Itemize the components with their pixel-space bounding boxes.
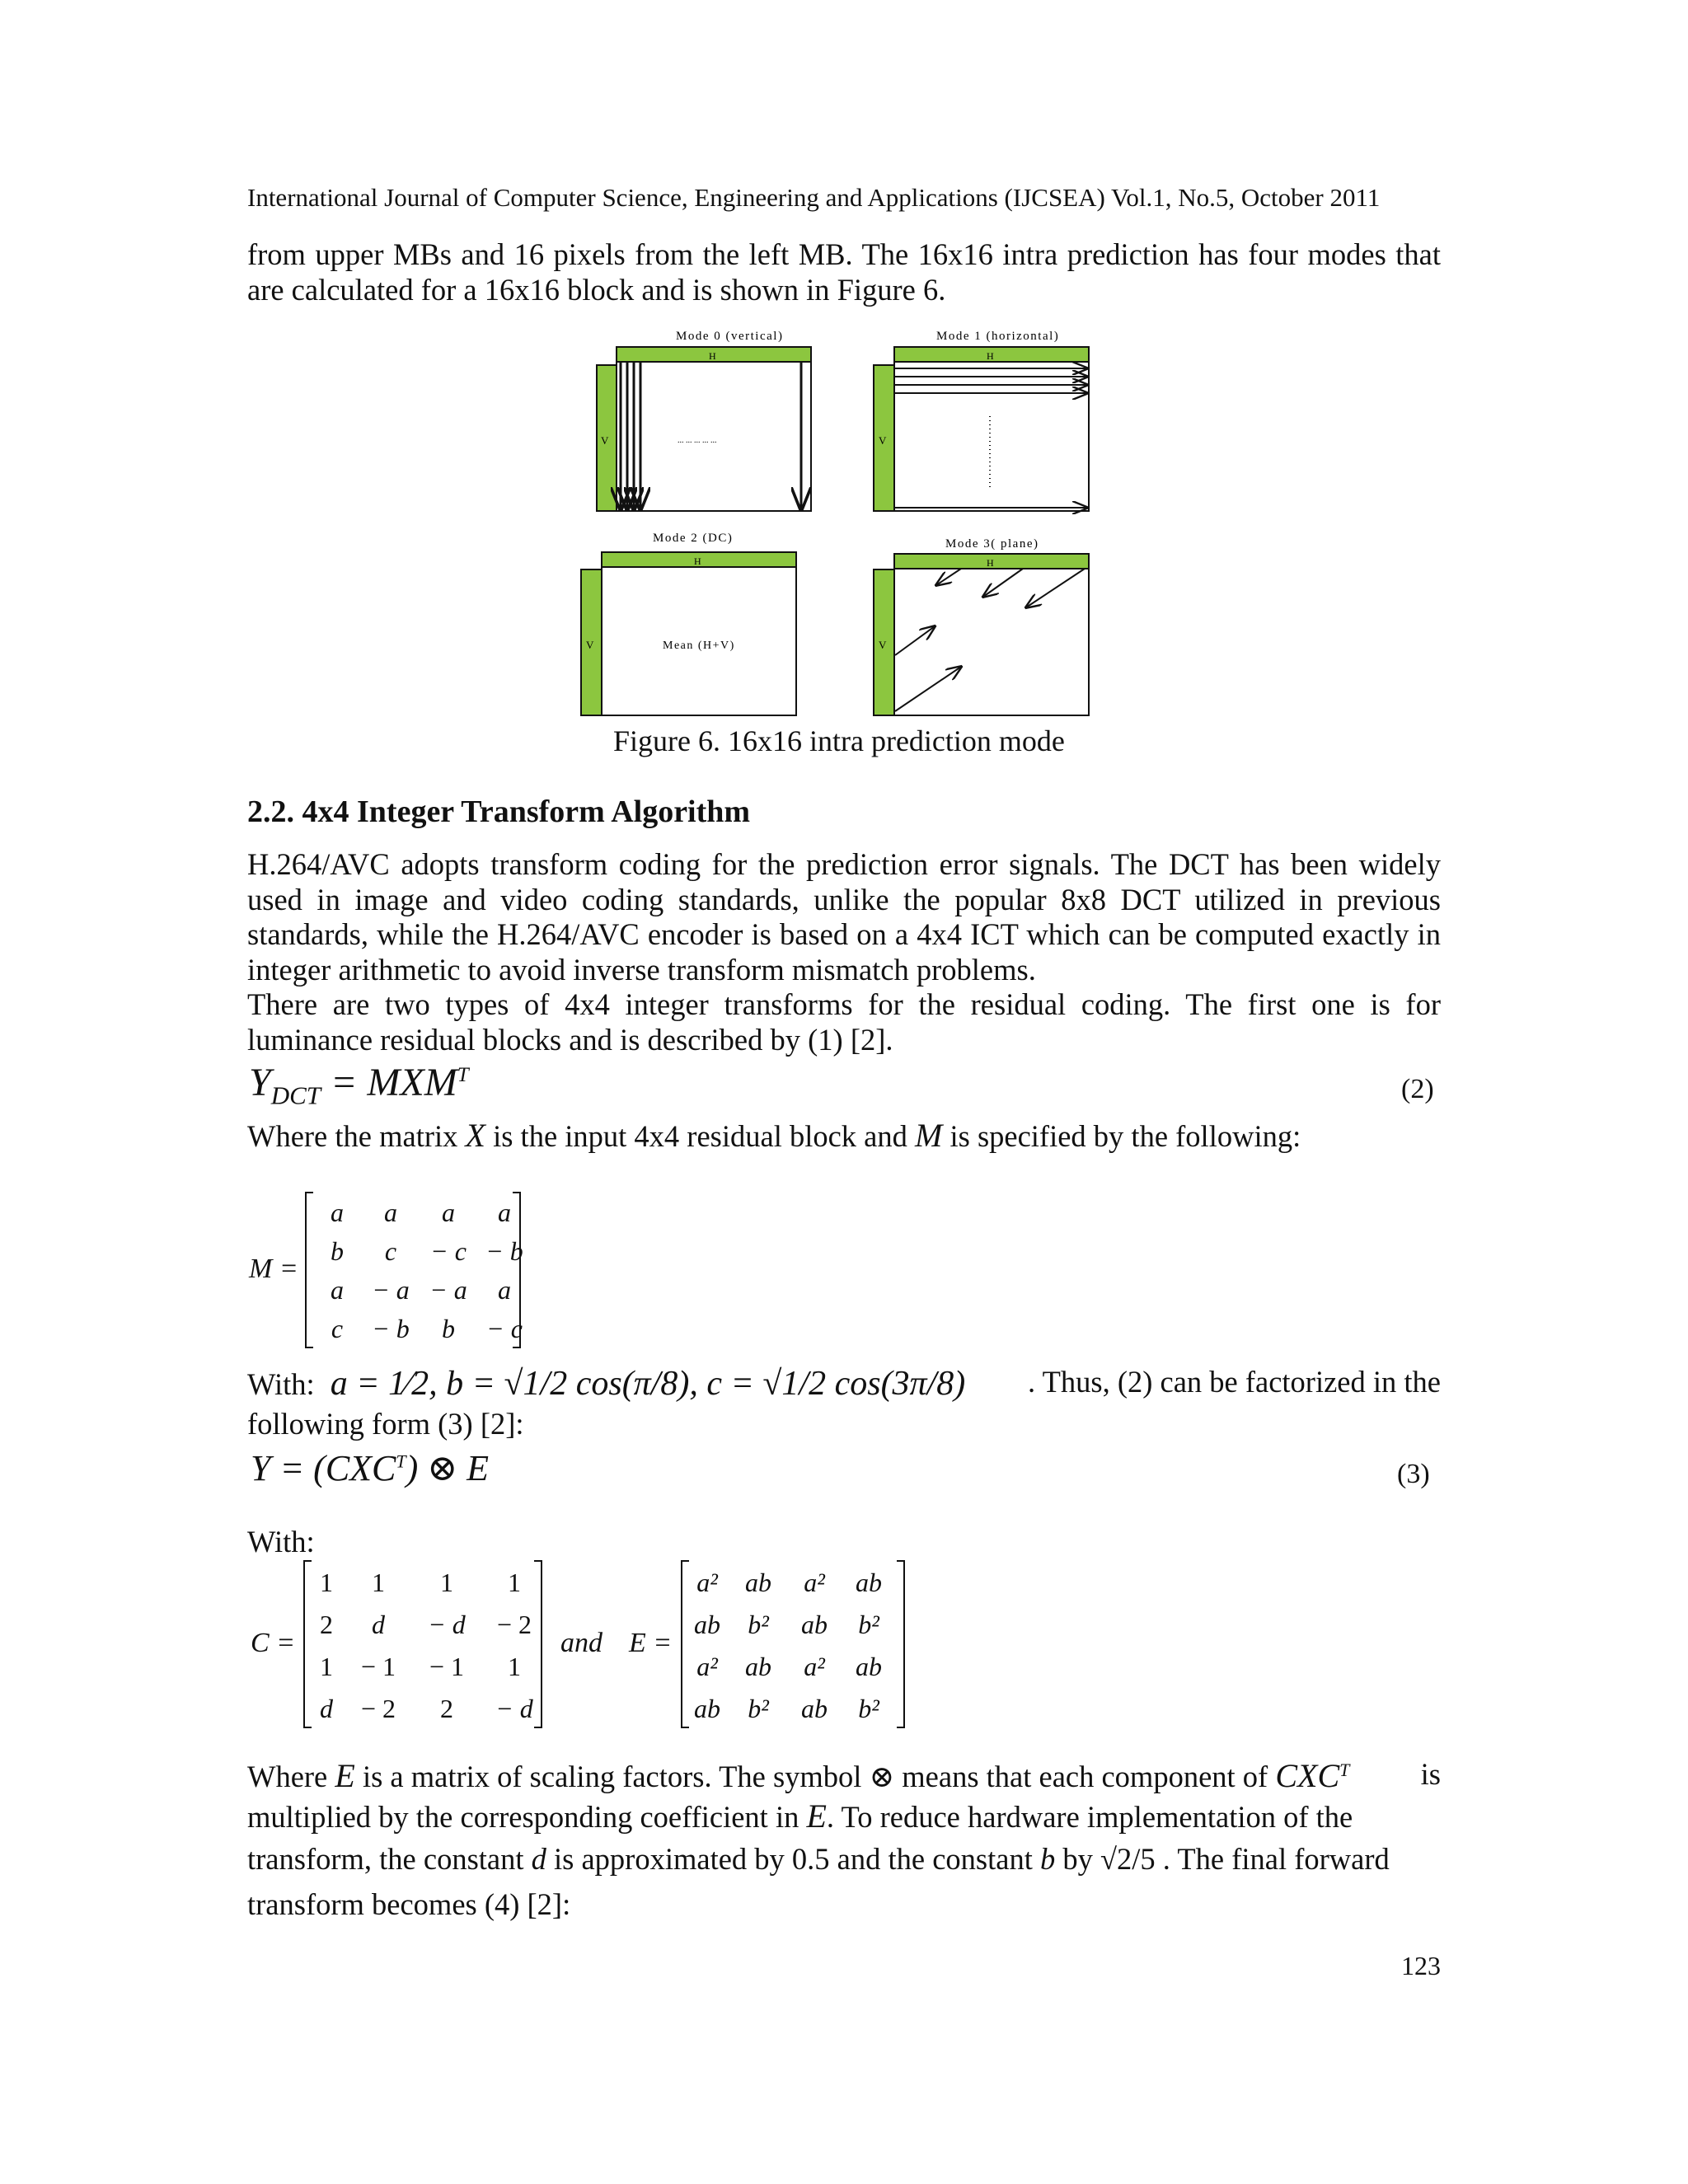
matrix-m-label: M = [249,1254,298,1284]
intro-paragraph: from upper MBs and 16 pixels from the left MB. The 16x16 intra prediction has four modes that are calculated for a 16x16 block and is shown in Figure 6. [247,237,1441,307]
mode2-center-label: Mean (H+V) [663,640,735,652]
mode2-title: Mode 2 (DC) [653,532,734,545]
mode3-title: Mode 3( plane) [945,537,1039,551]
matrix-description: Where the matrix X is the input 4x4 residual block and M is specified by the following: [247,1117,1301,1154]
with-constants-line: With: a = 1⁄2, b = √1/2 cos(π/8), c = √1/2 cos(3π/8) . Thus, (2) can be factorized in the [247,1365,1441,1403]
equation-3-number: (3) [1397,1459,1430,1489]
mode2-h-label: H [694,555,701,567]
page-number: 123 [1401,1951,1441,1980]
mode1-v-label: V [879,434,887,447]
mode0-h-label: H [709,350,716,362]
matrix-m: a a a a b c − c − b a − a − a a c − b b − c [331,1197,523,1343]
matrix-e: a² ab a² ab ab b² ab b² a² ab a² ab ab b² ab b² [694,1568,882,1723]
mode0-title: Mode 0 (vertical) [676,330,784,343]
section-heading: 2.2. 4x4 Integer Transform Algorithm [247,794,751,829]
equation-2-number: (2) [1401,1074,1434,1104]
mode0-dots: ... ... ... ... ... [678,436,717,445]
figure-caption: Figure 6. 16x16 intra prediction mode [613,724,1065,757]
mode2-v-label: V [586,639,594,651]
mode3-h-label: H [987,557,994,569]
body-paragraph-1: H.264/AVC adopts transform coding for the prediction error signals. The DCT has been widely used in image and video coding standards, unlike the popular 8x8 DCT utilized in previous standards, while the H.264/AVC encoder is based on a 4x4 ICT which can be computed exactly in integer arithmetic to avoid inverse transform mismatch problems. [247,847,1441,987]
mode3-v-label: V [879,639,887,651]
final-paragraph-line-4: transform becomes (4) [2]: [247,1887,571,1921]
equation-3: $Y = (CXC^T)$ ⊗ E [251,1448,490,1488]
final-paragraph-line-3: transform, the constant d is approximated by 0.5 and the constant b by √2/5 . The final forward [247,1842,1390,1876]
matrix-e-right-bracket [897,1560,905,1728]
mode1-h-label: H [987,350,994,362]
body-paragraph-2: There are two types of 4x4 integer transforms for the residual coding. The first one is for luminance residual blocks and is described by (1) [2]. [247,987,1441,1057]
final-paragraph-line-2: multiplied by the corresponding coefficient in E. To reduce hardware implementation of the [247,1797,1353,1835]
equation-2: $Y_{DCT} = MXM^T$ [249,1061,469,1110]
final-paragraph-line-1: Where E is a matrix of scaling factors. The symbol ⊗ means that each component of $CXC^T$ is [247,1757,1441,1794]
matrix-c: 1 1 1 1 2 d − d − 2 1 − 1 − 1 1 d − 2 2 − d [320,1568,533,1723]
matrix-e-label: E = [629,1628,673,1658]
intra-prediction-figure [577,326,1154,721]
and-label: and [560,1628,603,1658]
with-constants-line-2: following form (3) [2]: [247,1407,524,1441]
running-header: International Journal of Computer Science, Engineering and Applications (IJCSEA) Vol.1, No.5, October 2011 [247,183,1381,212]
mode1-title: Mode 1 (horizontal) [936,330,1060,343]
mode0-v-label: V [601,434,609,447]
matrix-c-label: C = [251,1628,296,1658]
with-label: With: [247,1525,315,1558]
